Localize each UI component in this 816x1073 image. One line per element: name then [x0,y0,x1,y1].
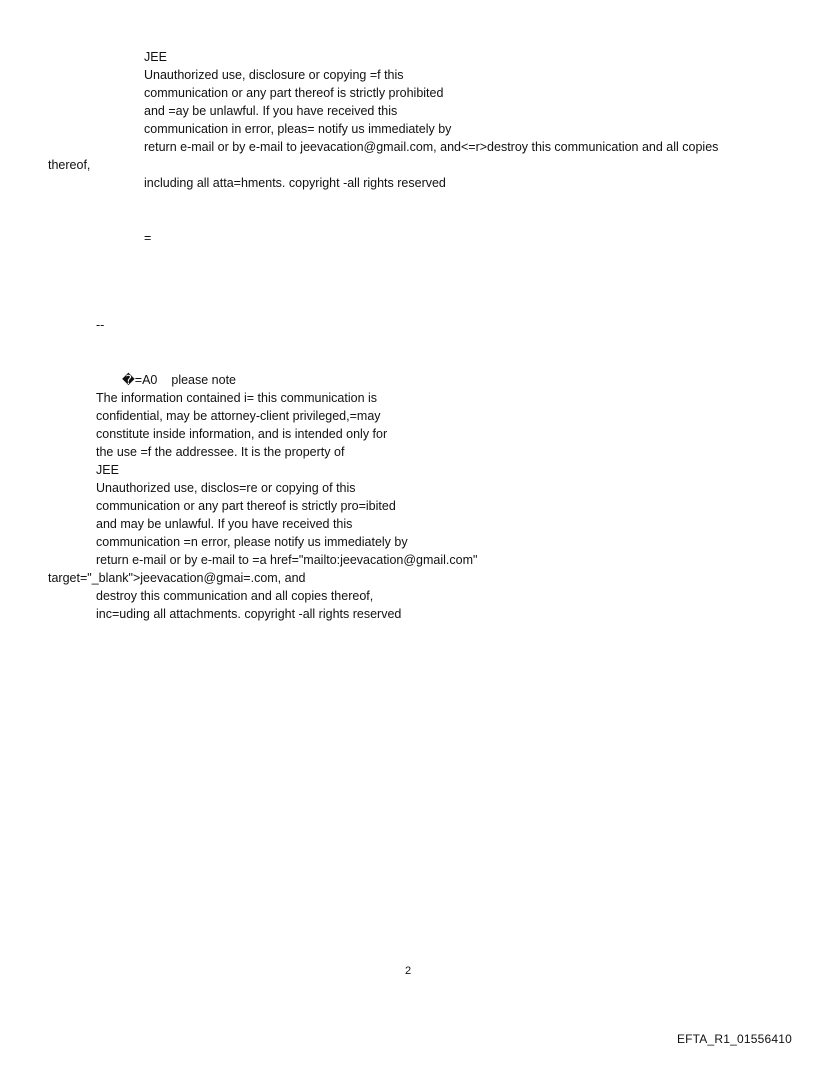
replacement-char-glyph: �=A0 [121,373,158,387]
text-line: communication or any part thereof is strictly prohibited [144,86,444,100]
text-line: destroy this communication and all copies thereof, [96,589,374,603]
document-id: EFTA_R1_01556410 [676,1032,792,1046]
please-note-line [115,353,236,389]
text-line: and =ay be unlawful. If you have received this [144,104,398,118]
text-line: = [144,231,152,245]
text-line: Unauthorized use, disclosure or copying =f this [144,68,404,82]
page-number: 2 [404,965,412,977]
text-line: confidential, may be attorney-client privileged,=may [96,409,381,423]
separator: -- [96,318,105,332]
text-line: return e-mail or by e-mail to jeevacation@gmail.com, and<=r>destroy this communication and all copies [144,140,719,154]
text-line: communication or any part thereof is strictly pro=ibited [96,499,396,513]
text-line: inc=uding all attachments. copyright -all rights reserved [96,607,402,621]
text-line: constitute inside information, and is intended only for [96,427,388,441]
text-line: The information contained i= this communication is [96,391,378,405]
text-line: Unauthorized use, disclos=re or copying of this [96,481,356,495]
text-line: communication =n error, please notify us immediately by [96,535,408,549]
text-line: the use =f the addressee. It is the property of [96,445,345,459]
text-line: thereof, [48,158,91,172]
text-line: including all atta=hments. copyright -all rights reserved [144,176,446,190]
please-note-label: please note [171,373,237,387]
text-line: JEE [144,50,167,64]
text-line: communication in error, pleas= notify us immediately by [144,122,452,136]
text-line: target="_blank">jeevacation@gmai=.com, and [48,571,306,585]
text-line: JEE [96,463,119,477]
text-line: and may be unlawful. If you have received this [96,517,353,531]
text-line: return e-mail or by e-mail to =a href="mailto:jeevacation@gmail.com" [96,553,478,567]
